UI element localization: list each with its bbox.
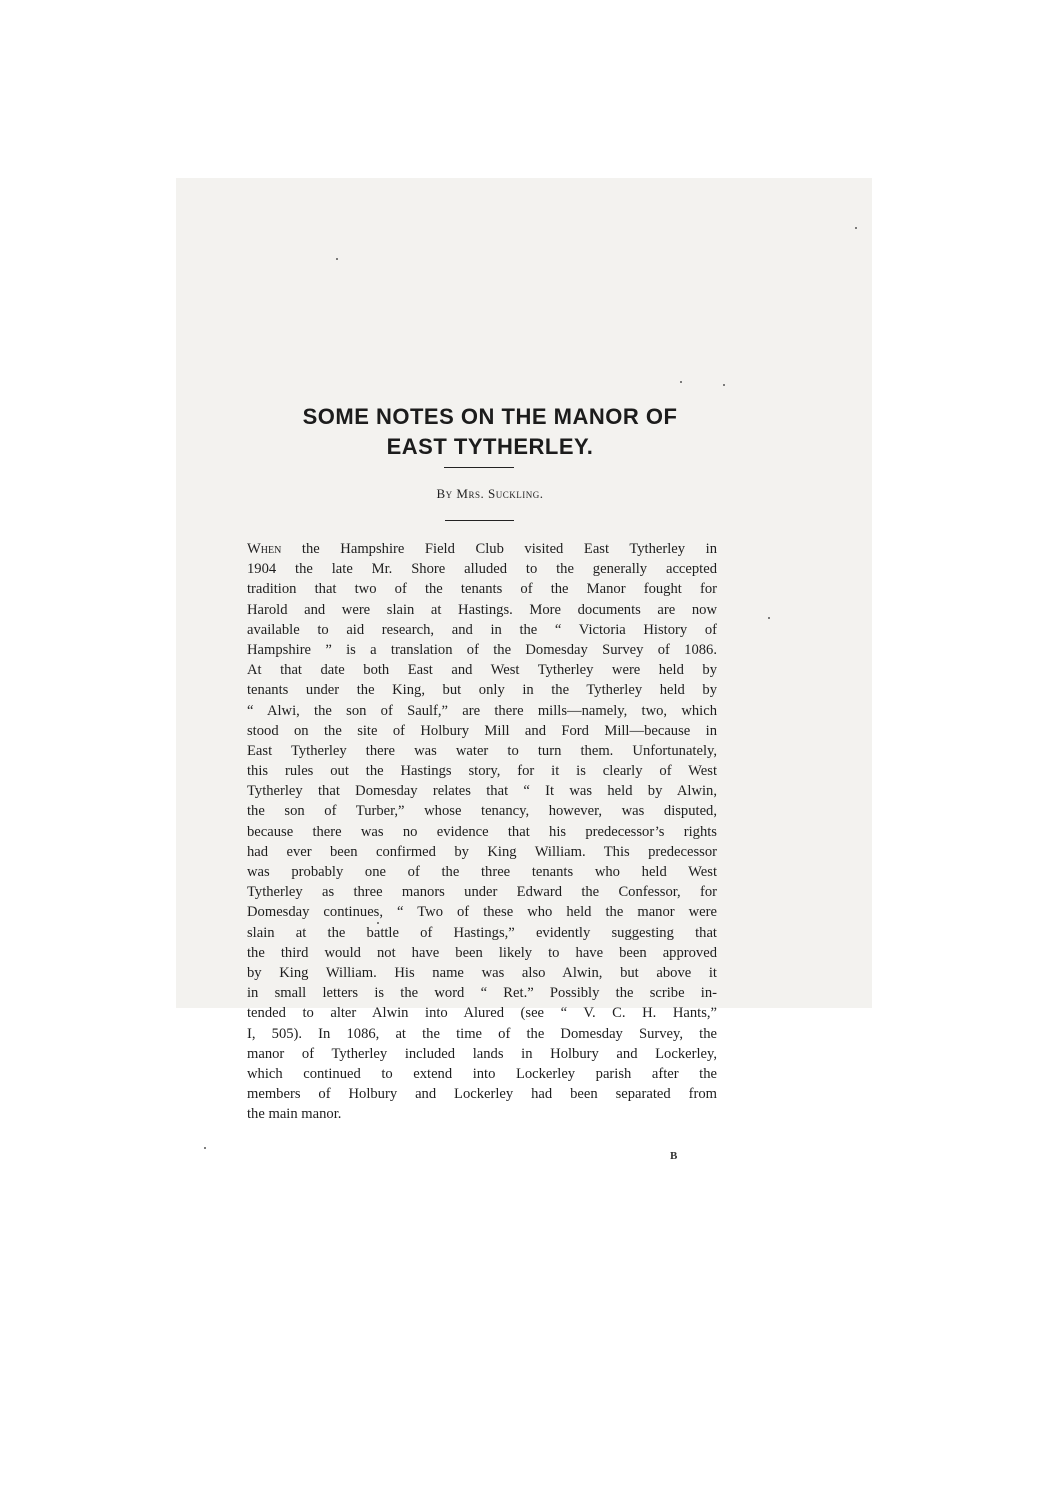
body-line: Tytherley that Domesday relates that “ It was held by Alwin,	[247, 783, 717, 800]
body-line: manor of Tytherley included lands in Holbury and Lockerley,	[247, 1045, 717, 1062]
body-line: in small letters is the word “ Ret.” Possibly the scribe in-	[247, 985, 717, 1002]
scan-speck	[768, 617, 770, 619]
scan-speck	[336, 258, 338, 260]
body-line: slain at the battle of Hastings,” evidently suggesting that	[247, 924, 717, 941]
scan-speck	[723, 384, 725, 386]
body-line: stood on the site of Holbury Mill and Ford Mill—because in	[247, 722, 717, 739]
byline: By Mrs. Suckling.	[436, 486, 544, 501]
body-line: “ Alwi, the son of Saulf,” are there mills—namely, two, which	[247, 702, 717, 719]
byline-rule	[445, 520, 514, 521]
article-body	[247, 539, 717, 1124]
body-line: Tytherley as three manors under Edward the Confessor, for	[247, 884, 717, 901]
body-line: tradition that two of the tenants of the Manor fought for	[247, 581, 717, 598]
title-line-2: EAST TYTHERLEY.	[386, 434, 594, 459]
scan-speck	[204, 1147, 206, 1149]
body-line: by King William. His name was also Alwin, but above it	[247, 964, 717, 981]
title-line-1: SOME NOTES ON THE MANOR OF	[302, 404, 678, 429]
body-line: tended to alter Alwin into Alured (see “ V. C. H. Hants,”	[247, 1005, 717, 1022]
body-line: When the Hampshire Field Club visited East Tytherley in	[247, 541, 717, 557]
body-line: available to aid research, and in the “ Victoria History of	[247, 621, 717, 638]
scan-speck	[855, 227, 857, 229]
body-line: Domesday continues, “ Two of these who held the manor were	[247, 904, 717, 921]
scan-speck	[680, 381, 682, 383]
drop-word: When	[247, 541, 282, 557]
body-line-last: the main manor.	[247, 1106, 342, 1123]
body-line: I, 505). In 1086, at the time of the Domesday Survey, the	[247, 1025, 717, 1042]
body-line: was probably one of the three tenants who held West	[247, 864, 717, 880]
body-line: 1904 the late Mr. Shore alluded to the generally accepted	[247, 561, 717, 578]
body-line: the third would not have been likely to have been approved	[247, 944, 717, 961]
body-line: Hampshire ” is a translation of the Domesday Survey of 1086.	[247, 641, 717, 658]
body-line: because there was no evidence that his predecessor’s rights	[247, 823, 717, 840]
title-rule	[444, 467, 514, 468]
body-line: members of Holbury and Lockerley had been separated from	[247, 1086, 717, 1103]
body-line: the son of Turber,” whose tenancy, however, was disputed,	[247, 803, 717, 820]
body-line: At that date both East and West Tytherley were held by	[247, 662, 717, 679]
body-line: East Tytherley there was water to turn them. Unfortunately,	[247, 742, 717, 759]
signature-mark: B	[670, 1150, 678, 1162]
body-line: which continued to extend into Lockerley parish after the	[247, 1065, 717, 1082]
body-line: Harold and were slain at Hastings. More documents are now	[247, 601, 717, 618]
body-line: had ever been confirmed by King William. This predecessor	[247, 843, 717, 860]
body-line: this rules out the Hastings story, for it is clearly of West	[247, 763, 717, 780]
body-line: tenants under the King, but only in the Tytherley held by	[247, 682, 717, 699]
